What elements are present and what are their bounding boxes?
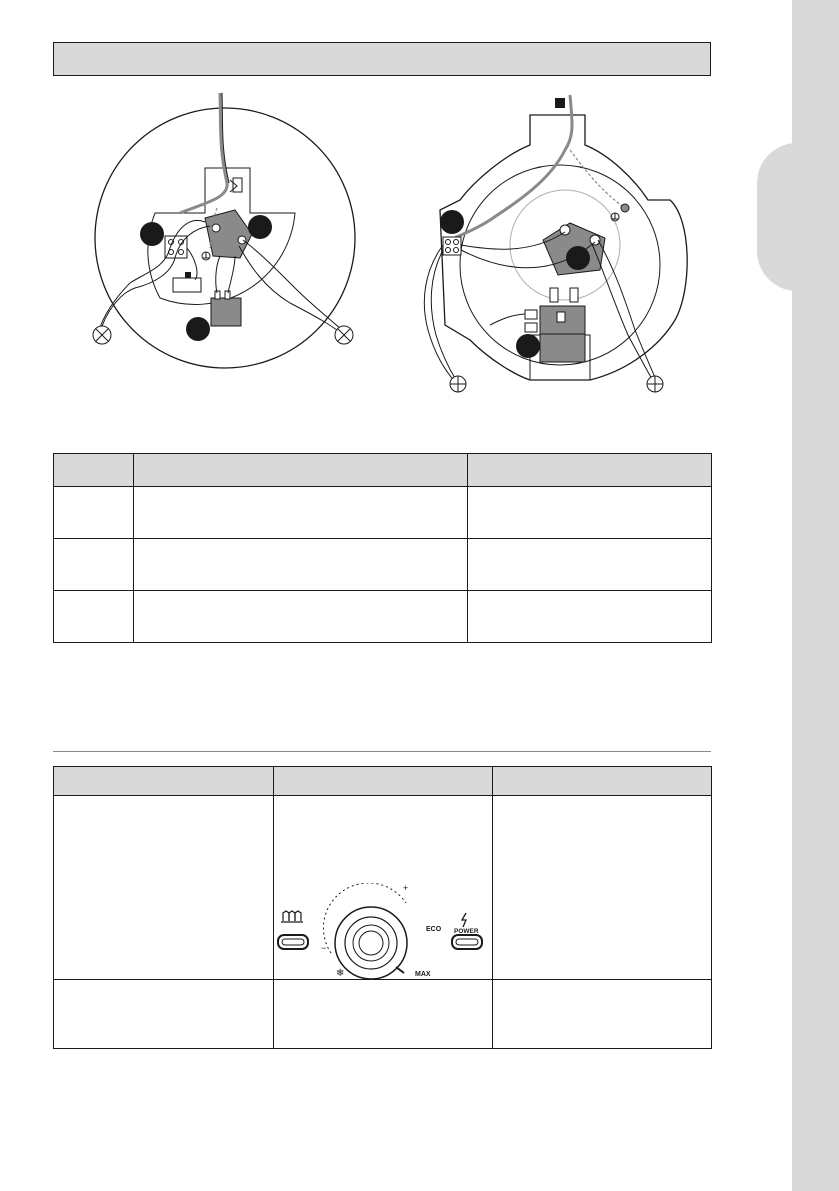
- table-header-cell: [134, 454, 468, 487]
- table-cell: [493, 796, 712, 980]
- control-panel-cell: [274, 796, 493, 980]
- power-cable: [180, 93, 227, 213]
- power-cable: [450, 95, 572, 240]
- table-header-cell: [274, 767, 493, 796]
- table-header-cell: [468, 454, 712, 487]
- plus-label: +: [403, 883, 409, 893]
- table-header-cell: [54, 454, 134, 487]
- control-panel-table: [53, 766, 712, 1049]
- wiring-diagram-right: [400, 90, 705, 395]
- lamp-icon: [335, 326, 353, 344]
- table-cell: [54, 591, 134, 643]
- callout-marker: [516, 334, 540, 358]
- table-header-row: [54, 767, 712, 796]
- table-cell: [493, 980, 712, 1049]
- table-cell: [134, 487, 468, 539]
- table-cell: [134, 539, 468, 591]
- table-header-cell: [493, 767, 712, 796]
- side-band: [792, 0, 839, 1191]
- table-cell: [54, 539, 134, 591]
- table-cell: [274, 980, 493, 1049]
- eco-label: ECO: [426, 926, 442, 933]
- lightning-icon: [462, 913, 466, 927]
- section-divider: [53, 751, 711, 752]
- callout-marker: [186, 317, 210, 341]
- table-row: [54, 487, 712, 539]
- table-cell: [134, 591, 468, 643]
- snowflake-icon: ❄: [336, 968, 345, 979]
- control-module: [211, 291, 241, 326]
- lamp-icon: [647, 376, 663, 392]
- thermostat: [205, 210, 252, 258]
- table-row: [54, 980, 712, 1049]
- wiring-diagram-left: [85, 88, 370, 378]
- thermostat-knob[interactable]: [323, 883, 407, 979]
- side-tab: [757, 143, 797, 291]
- table-cell: [54, 487, 134, 539]
- table-header-cell: [54, 767, 274, 796]
- table-row: [54, 539, 712, 591]
- callout-marker: [440, 210, 464, 234]
- table-cell: [468, 539, 712, 591]
- table-cell: [468, 487, 712, 539]
- table-cell: [468, 591, 712, 643]
- minus-label: −: [321, 943, 327, 953]
- lamp-icon: [450, 376, 466, 392]
- table-cell: [54, 796, 274, 980]
- heater-icon: [281, 911, 303, 922]
- table-header-row: [54, 454, 712, 487]
- table-cell: [54, 980, 274, 1049]
- section-header-bar: [53, 42, 711, 76]
- callout-marker: [566, 246, 590, 270]
- ground-icon: [202, 252, 210, 260]
- max-label: MAX: [415, 971, 431, 978]
- cable-gland: [555, 98, 565, 108]
- control-panel-illustration: [276, 883, 488, 979]
- table-row: [54, 796, 712, 980]
- callout-marker: [140, 222, 164, 246]
- table-row: [54, 591, 712, 643]
- callout-marker: [248, 215, 272, 239]
- power-label: POWER: [454, 928, 479, 935]
- terminal-block: [443, 237, 461, 255]
- lamp-icon: [93, 326, 111, 344]
- components-table: [53, 453, 712, 643]
